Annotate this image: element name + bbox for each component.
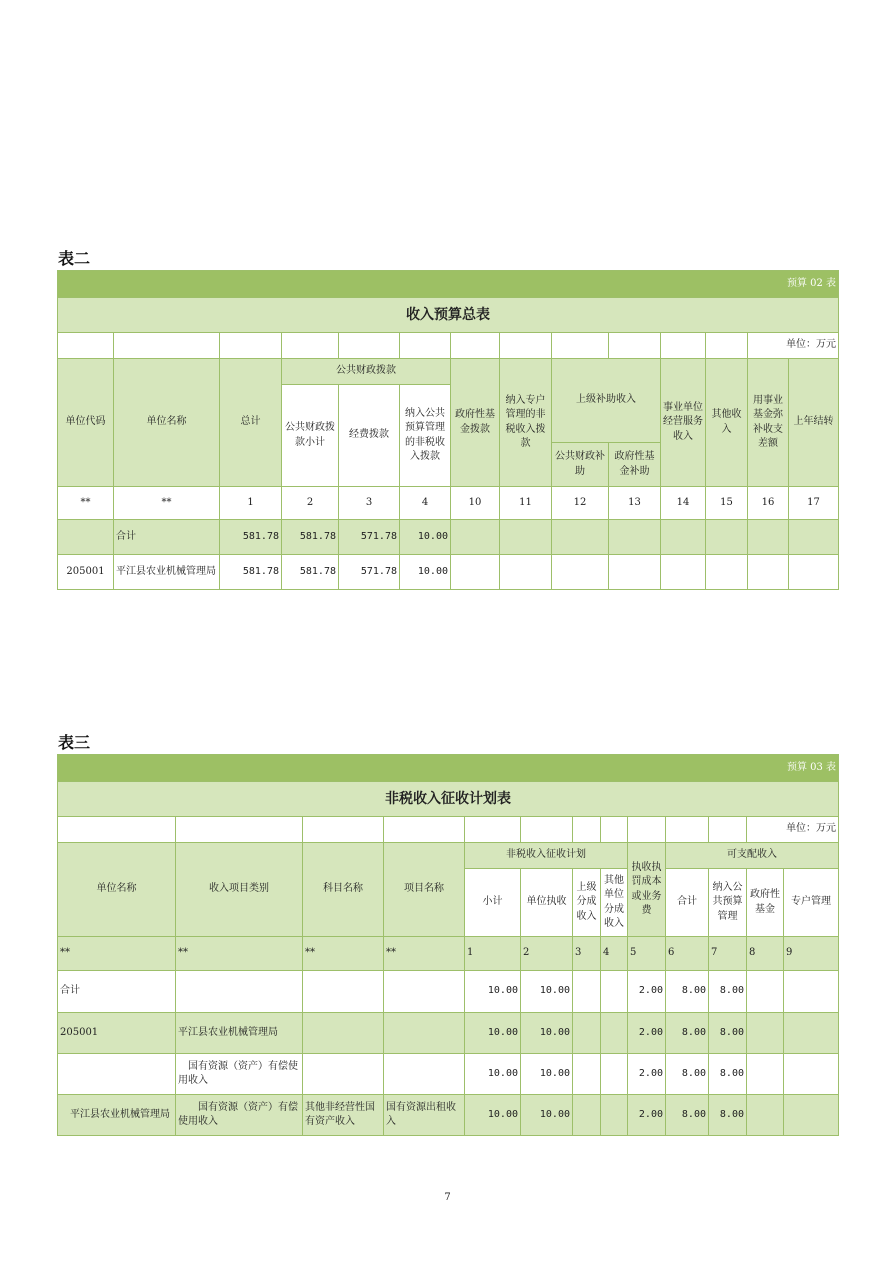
row-subject — [303, 971, 384, 1013]
header-pf-subtotal: 公共财政拨款小计 — [282, 385, 339, 487]
index-cell: ** — [58, 937, 176, 971]
row-subject — [303, 1013, 384, 1054]
row-expense: 571.78 — [339, 555, 400, 590]
index-cell: 4 — [400, 487, 451, 520]
row-budget: 8.00 — [709, 1013, 747, 1054]
header-total: 总计 — [220, 359, 282, 487]
index-cell: 10 — [451, 487, 500, 520]
header-gov-fund: 政府性基金 — [747, 869, 784, 937]
header-public-finance: 公共财政拨款 — [282, 359, 451, 385]
row-total: 581.78 — [220, 520, 282, 555]
row-code: 205001 — [58, 555, 114, 590]
row-cost: 2.00 — [628, 1054, 666, 1095]
index-cell: 13 — [609, 487, 661, 520]
table-row — [58, 555, 839, 590]
header-superior: 上级补助收入 — [552, 359, 661, 443]
index-cell: 3 — [339, 487, 400, 520]
index-cell: ** — [114, 487, 220, 520]
table-row — [58, 1013, 839, 1054]
row-name: 平江县农业机械管理局 — [114, 555, 220, 590]
table-tag: 预算 02 表 — [58, 271, 839, 298]
index-cell: 7 — [709, 937, 747, 971]
row-cost: 2.00 — [628, 1013, 666, 1054]
row-item — [384, 971, 465, 1013]
row-type: 平江县农业机械管理局 — [176, 1013, 303, 1054]
row-subject — [303, 1054, 384, 1095]
index-cell: ** — [384, 937, 465, 971]
index-cell: 11 — [500, 487, 552, 520]
header-other: 其他收入 — [706, 359, 748, 487]
header-gov-fund: 政府性基金拨款 — [451, 359, 500, 487]
page-number: 7 — [444, 1192, 451, 1203]
index-cell: 6 — [666, 937, 709, 971]
index-cell: 1 — [465, 937, 521, 971]
header-sup-fund: 政府性基金补助 — [609, 443, 661, 487]
row-name: 合计 — [114, 520, 220, 555]
unit-label: 单位：万元 — [747, 817, 839, 843]
index-cell: 1 — [220, 487, 282, 520]
header-nontax: 纳入公共预算管理的非税收入拨款 — [400, 385, 451, 487]
row-code — [58, 520, 114, 555]
unit-label: 单位：万元 — [748, 333, 839, 359]
row-subject: 其他非经营性国有资产收入 — [303, 1095, 384, 1136]
index-cell: ** — [176, 937, 303, 971]
nontax-plan-table — [57, 754, 839, 1136]
row-nontax: 10.00 — [400, 555, 451, 590]
row-subtotal: 10.00 — [465, 1054, 521, 1095]
index-cell: 4 — [601, 937, 628, 971]
index-cell: 2 — [282, 487, 339, 520]
row-unit: 205001 — [58, 1013, 176, 1054]
row-type: 国有资源（资产）有偿使用收入 — [176, 1095, 303, 1136]
row-subtotal: 10.00 — [465, 1013, 521, 1054]
table-title: 收入预算总表 — [58, 298, 839, 333]
header-unit-name: 单位名称 — [114, 359, 220, 487]
row-subtotal: 581.78 — [282, 555, 339, 590]
header-other-share: 其他单位分成收入 — [601, 869, 628, 937]
row-total: 8.00 — [666, 1054, 709, 1095]
row-type: 国有资源（资产）有偿使用收入 — [176, 1054, 303, 1095]
section2-heading: 表二 — [58, 249, 91, 268]
header-unit-exec: 单位执收 — [521, 869, 573, 937]
row-total: 581.78 — [220, 555, 282, 590]
table-title: 非税收入征收计划表 — [58, 782, 839, 817]
row-subtotal: 10.00 — [465, 1095, 521, 1136]
row-total: 8.00 — [666, 971, 709, 1013]
header-total: 合计 — [666, 869, 709, 937]
section3-heading: 表三 — [58, 733, 91, 752]
header-fund-balance: 用事业基金弥补收支差额 — [748, 359, 789, 487]
header-sup-public: 公共财政补助 — [552, 443, 609, 487]
header-business: 事业单位经营服务收入 — [661, 359, 706, 487]
row-exec: 10.00 — [521, 1013, 573, 1054]
header-special: 专户管理 — [784, 869, 839, 937]
row-budget: 8.00 — [709, 1095, 747, 1136]
index-cell: ** — [58, 487, 114, 520]
header-expense: 经费拨款 — [339, 385, 400, 487]
row-total: 8.00 — [666, 1095, 709, 1136]
header-subject: 科目名称 — [303, 843, 384, 937]
index-cell: 17 — [789, 487, 839, 520]
row-cost: 2.00 — [628, 971, 666, 1013]
row-expense: 571.78 — [339, 520, 400, 555]
row-subtotal: 10.00 — [465, 971, 521, 1013]
header-budget: 纳入公共预算管理 — [709, 869, 747, 937]
table-row — [58, 1095, 839, 1136]
row-exec: 10.00 — [521, 1095, 573, 1136]
table-row — [58, 971, 839, 1013]
header-cost: 执收执罚成本或业务费 — [628, 843, 666, 937]
row-cost: 2.00 — [628, 1095, 666, 1136]
header-item-name: 项目名称 — [384, 843, 465, 937]
row-item — [384, 1013, 465, 1054]
table-row — [58, 520, 839, 555]
header-disposable: 可支配收入 — [666, 843, 839, 869]
row-unit: 平江县农业机械管理局 — [58, 1095, 176, 1136]
row-unit: 合计 — [58, 971, 176, 1013]
row-budget: 8.00 — [709, 1054, 747, 1095]
header-unit-name: 单位名称 — [58, 843, 176, 937]
index-cell: 15 — [706, 487, 748, 520]
row-type — [176, 971, 303, 1013]
index-cell: 3 — [573, 937, 601, 971]
index-cell: 12 — [552, 487, 609, 520]
row-budget: 8.00 — [709, 971, 747, 1013]
header-item-type: 收入项目类别 — [176, 843, 303, 937]
table-tag: 预算 03 表 — [58, 755, 839, 782]
index-cell: 16 — [748, 487, 789, 520]
index-cell: 2 — [521, 937, 573, 971]
row-exec: 10.00 — [521, 1054, 573, 1095]
header-subtotal: 小计 — [465, 869, 521, 937]
row-item — [384, 1054, 465, 1095]
index-cell: ** — [303, 937, 384, 971]
table-row — [58, 1054, 839, 1095]
header-unit-code: 单位代码 — [58, 359, 114, 487]
index-cell: 14 — [661, 487, 706, 520]
row-total: 8.00 — [666, 1013, 709, 1054]
header-superior-share: 上级分成收入 — [573, 869, 601, 937]
index-cell: 5 — [628, 937, 666, 971]
income-budget-table — [57, 270, 839, 590]
header-special: 纳入专户管理的非税收入拨款 — [500, 359, 552, 487]
header-plan: 非税收入征收计划 — [465, 843, 628, 869]
index-cell: 8 — [747, 937, 784, 971]
row-exec: 10.00 — [521, 971, 573, 1013]
row-subtotal: 581.78 — [282, 520, 339, 555]
row-unit — [58, 1054, 176, 1095]
row-nontax: 10.00 — [400, 520, 451, 555]
row-item: 国有资源出租收入 — [384, 1095, 465, 1136]
index-cell: 9 — [784, 937, 839, 971]
header-carryover: 上年结转 — [789, 359, 839, 487]
